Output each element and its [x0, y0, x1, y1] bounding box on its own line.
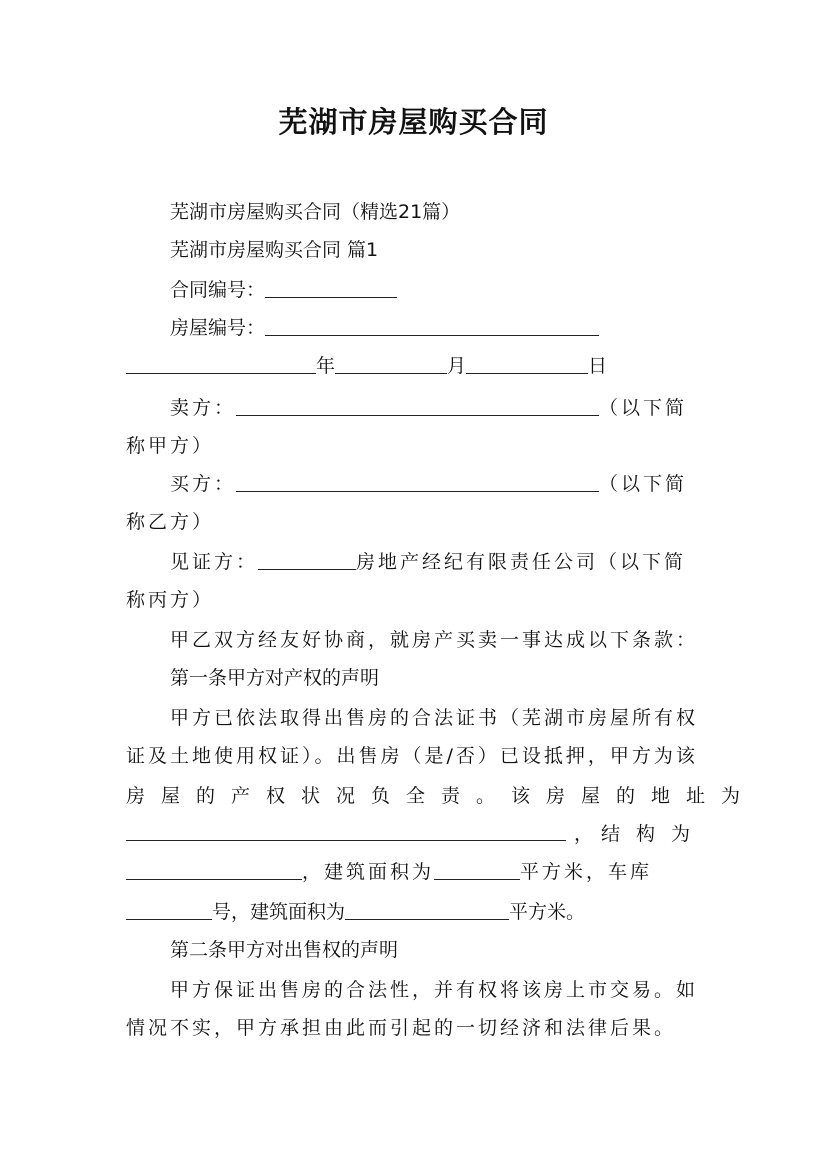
buyer-row	[170, 472, 750, 496]
seller-label: 卖方：	[170, 397, 237, 419]
article-1-line-5	[126, 860, 706, 884]
seller-blank[interactable]	[236, 397, 599, 416]
contract-no-label: 合同编号：	[170, 279, 266, 301]
article-1-line-6	[126, 900, 706, 924]
house-no-label: 房屋编号：	[170, 317, 266, 339]
garage-area-blank[interactable]	[345, 901, 509, 920]
structure-label: 结构为	[600, 823, 706, 845]
witness-label: 见证方：	[170, 551, 259, 573]
article-1-line-1: 甲方已依法取得出售房的合法证书（芜湖市房屋所有权	[170, 707, 699, 729]
month-label: 月	[447, 355, 467, 377]
comma: ，	[573, 823, 593, 845]
article-2-title: 第二条甲方对出售权的声明	[170, 939, 399, 961]
buyer-suffix: （以下简	[599, 473, 688, 495]
day-label: 日	[588, 355, 608, 377]
article-1-line-3: 房屋的产权状况负全责。该房屋的地址为	[126, 785, 757, 807]
garage-no-blank[interactable]	[126, 901, 212, 920]
address-blank[interactable]	[126, 822, 566, 841]
structure-blank[interactable]	[126, 861, 302, 880]
area-blank[interactable]	[434, 861, 520, 880]
day-blank[interactable]	[466, 355, 588, 374]
contract-no-row	[170, 278, 750, 302]
witness-suffix-cont: 称丙方）	[126, 589, 215, 611]
garage-area-label: 号，建筑面积为	[212, 901, 346, 923]
article-1-line-4	[126, 822, 706, 846]
chapter-heading: 芜湖市房屋购买合同 篇1	[170, 239, 379, 261]
month-blank[interactable]	[335, 355, 447, 374]
buyer-label: 买方：	[170, 473, 237, 495]
article-2-line-2: 情况不实，甲方承担由此而引起的一切经济和法律后果。	[126, 1017, 677, 1039]
buyer-blank[interactable]	[236, 473, 599, 492]
preamble: 甲乙双方经友好协商，就房产买卖一事达成以下条款：	[170, 629, 699, 651]
seller-row	[170, 396, 750, 420]
witness-suffix: 房地产经纪有限责任公司（以下简	[356, 551, 687, 573]
article-2-line-1: 甲方保证出售房的合法性，并有权将该房上市交易。如	[170, 979, 699, 1001]
document-title: 芜湖市房屋购买合同	[278, 105, 549, 139]
year-blank[interactable]	[126, 355, 316, 374]
witness-row	[170, 550, 750, 574]
contract-no-blank[interactable]	[265, 279, 397, 298]
article-1-title: 第一条甲方对产权的声明	[170, 667, 380, 689]
house-no-blank[interactable]	[265, 317, 599, 336]
article-1-line-2: 证及土地使用权证）。出售房（是/否）已设抵押，甲方为该	[126, 745, 698, 767]
house-no-row	[170, 316, 750, 340]
witness-blank[interactable]	[258, 551, 356, 570]
sqm-label: 平方米。	[509, 901, 586, 923]
seller-suffix-cont: 称甲方）	[126, 435, 215, 457]
date-row	[126, 354, 706, 378]
seller-suffix: （以下简	[599, 397, 688, 419]
garage-label: 平方米，车库	[520, 861, 653, 883]
area-label: ，建筑面积为	[302, 861, 435, 883]
year-label: 年	[316, 355, 336, 377]
buyer-suffix-cont: 称乙方）	[126, 511, 215, 533]
subtitle: 芜湖市房屋购买合同（精选21篇）	[170, 201, 461, 223]
